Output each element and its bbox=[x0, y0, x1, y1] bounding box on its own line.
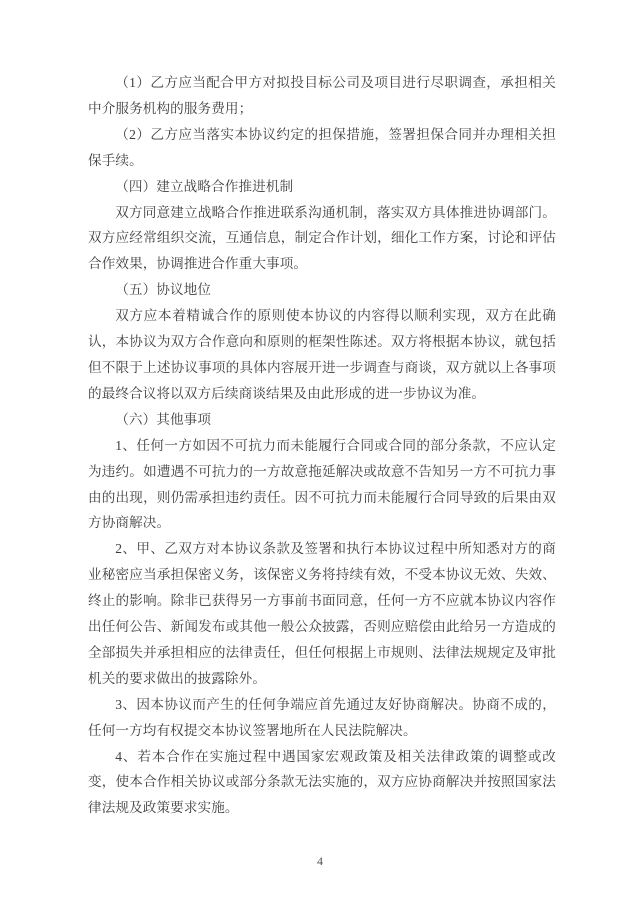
section-4-heading: （四）建立战略合作推进机制 bbox=[115, 178, 294, 194]
other-matters-item-1: 1、任何一方如因不可抗力而未能履行合同或合同的部分条款，不应认定为违约。如遭遇不可抗力的一方故意拖延解决或故意不告知另一方不可抗力事由的出现，则仍需承担违约责任。因不可抗力而未能履行合同导致的后果由双方协商解决。 bbox=[88, 437, 556, 531]
document-body bbox=[88, 70, 556, 821]
clause-list-item-1: （1）乙方应当配合甲方对拟投目标公司及项目进行尽职调查，承担相关中介服务机构的服务费用； bbox=[88, 75, 556, 116]
section-6-heading: （六）其他事项 bbox=[115, 411, 212, 427]
page-number: 4 bbox=[317, 854, 323, 868]
other-matters-item-4: 4、若本合作在实施过程中遇国家宏观政策及相关法律政策的调整或改变，使本合作相关协议或部分条款无法实施的，双方应协商解决并按照国家法律法规及政策要求实施。 bbox=[88, 748, 556, 816]
section-5-heading: （五）协议地位 bbox=[115, 282, 212, 298]
section-5-body: 双方应本着精诚合作的原则使本协议的内容得以顺利实现，双方在此确认，本协议为双方合作意向和原则的框架性陈述。双方将根据本协议，就包括但不限于上述协议事项的具体内容展开进一步调查与商谈，双方就以上各事项的最终合议将以双方后续商谈结果及由此形成的进一步协议为准。 bbox=[88, 308, 556, 401]
section-4-body: 双方同意建立战略合作推进联系沟通机制，落实双方具体推进协调部门。双方应经常组织交流，互通信息，制定合作计划，细化工作方案，讨论和评估合作效果，协调推进合作重大事项。 bbox=[88, 204, 556, 272]
clause-list-item-2: （2）乙方应当落实本协议约定的担保措施，签署担保合同并办理相关担保手续。 bbox=[88, 126, 556, 168]
other-matters-item-3: 3、因本协议而产生的任何争端应首先通过友好协商解决。协商不成的，任何一方均有权提交本协议签署地所在人民法院解决。 bbox=[88, 696, 556, 738]
other-matters-item-2: 2、甲、乙双方对本协议条款及签署和执行本协议过程中所知悉对方的商业秘密应当承担保密义务，该保密义务将持续有效，不受本协议无效、失效、终止的影响。除非已获得另一方事前书面同意，任何一方不应就本协议内容作出任何公告、新闻发布或其他一般公众披露，否则应赔偿由此给另一方造成的全部损失并承担相应的法律责任，但任何根据上市规则、法律法规规定及审批机关的要求做出的披露除外。 bbox=[88, 541, 556, 686]
